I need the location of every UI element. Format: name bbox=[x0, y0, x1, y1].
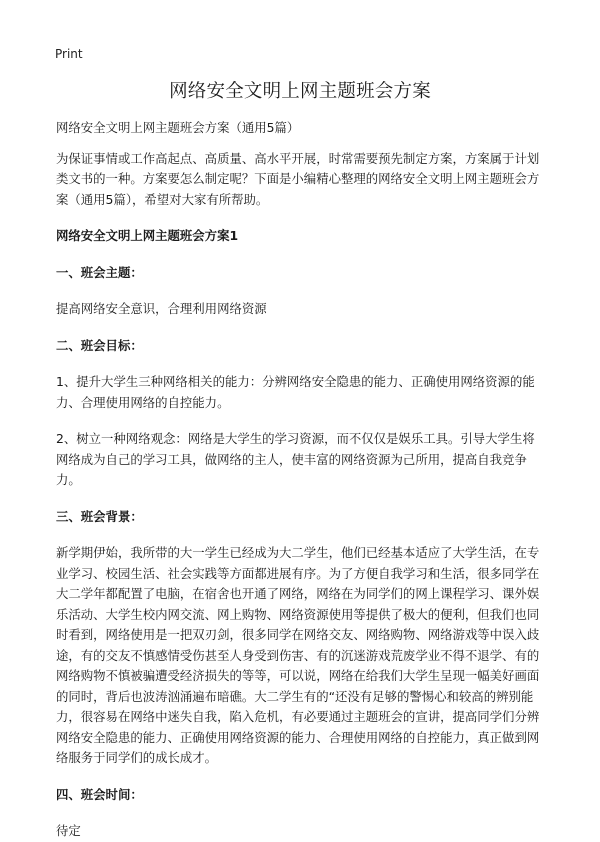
background-heading: 三、班会背景： bbox=[56, 508, 143, 524]
theme-text: 提高网络安全意识，合理利用网络资源 bbox=[56, 301, 267, 316]
goal-item-2: 2、树立一种网络观念：网络是大学生的学习资源，而不仅仅是娱乐工具。引导大学生将网络成为自己的学习工具，做网络的主人，使丰富的网络资源为己所用，提高自我竞争力。 bbox=[56, 431, 535, 487]
document-subtitle: 网络安全文明上网主题班会方案（通用5篇） bbox=[56, 120, 300, 135]
intro-paragraph: 为保证事情或工作高起点、高质量、高水平开展，时常需要预先制定方案，方案属于计划类文书的一种。方案要怎么制定呢？下面是小编精心整理的网络安全文明上网主题班会方案（通用5篇），希望对大家有所帮助。 bbox=[56, 150, 540, 207]
theme-heading: 一、班会主题： bbox=[56, 264, 143, 280]
document-body bbox=[56, 118, 546, 842]
time-heading: 四、班会时间： bbox=[56, 786, 143, 802]
section-title: 网络安全文明上网主题班会方案1 bbox=[56, 228, 239, 243]
background-text: 新学期伊始，我所带的大一学生已经成为大二学生，他们已经基本适应了大学生活，在专业学习、校园生活、社会实践等方面都进展有序。为了方便自我学习和生活，很多同学在大二学年都配置了电脑，在宿舍也开通了网络，网络在为同学们的网上课程学习、课外娱乐活动、大学生校内网交流、网上购物、网络资源使用等提供了极大的便利，但我们也同时看到，网络使用是一把双刃剑，很多同学在网络交友、网络购物、网络游戏等中误入歧途，有的交友不慎感情受伤甚至人身受到伤害、有的沉迷游戏荒废学业不得不退学、有的网络购物不慎被骗遭受经济损失的等等，可以说，网络在给我们大学生呈现一幅美好画面的同时，背后也波涛汹涌遍布暗礁。大二学生有的“还没有足够的警惕心和较高的辨别能力，很容易在网络中迷失自我，陷入危机，有必要通过主题班会的宣讲，提高同学们分辨网络安全隐患的能力、正确使用网络资源的能力、合理使用网络的自控能力，真正做到网络服务于同学们的成长成才。 bbox=[56, 545, 540, 765]
goal-item-1: 1、提升大学生三种网络相关的能力：分辨网络安全隐患的能力、正确使用网络资源的能力、合理使用网络的自控能力。 bbox=[56, 374, 535, 410]
time-text: 待定 bbox=[56, 823, 81, 838]
page-title: 网络安全文明上网主题班会方案 bbox=[169, 81, 431, 102]
goals-heading: 二、班会目标： bbox=[56, 337, 143, 353]
print-button[interactable]: Print bbox=[55, 47, 83, 61]
